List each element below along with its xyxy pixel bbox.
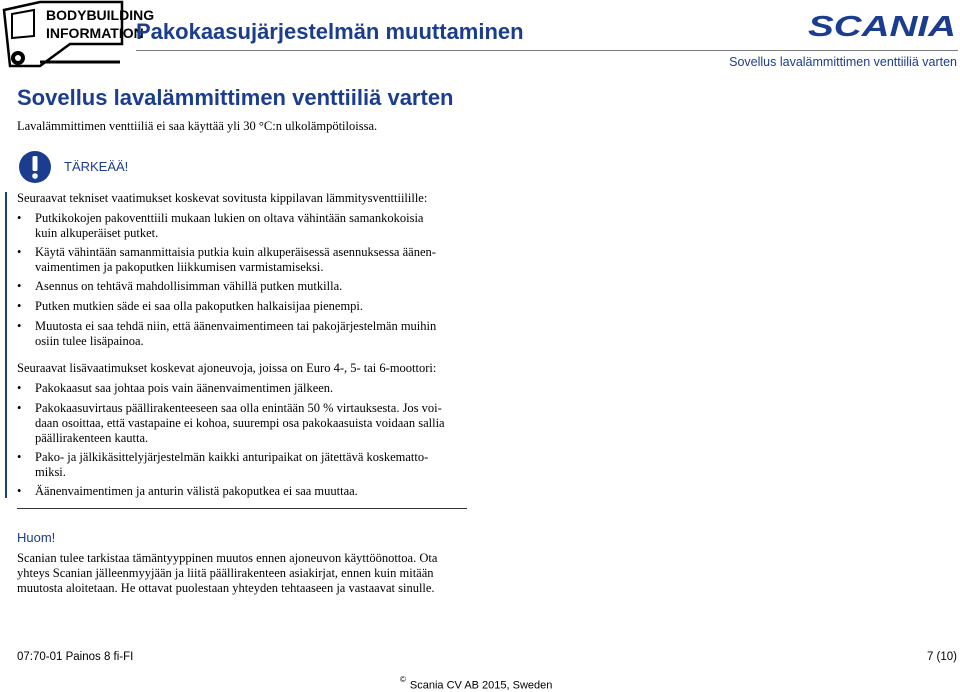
copyright: ©Scania CV AB 2015, Sweden [400, 675, 553, 692]
bodybuilding-information-logo [0, 0, 155, 72]
requirements-lead: Seuraavat tekniset vaatimukset koskevat sovitusta kippilavan lämmitysventtiilille: [17, 191, 428, 205]
bullet-dot: • [17, 381, 22, 395]
copyright-symbol: © [400, 675, 406, 684]
logo-text-top: BODYBUILDING [46, 7, 155, 23]
bullet-dot: • [17, 299, 22, 313]
page-header-title: Pakokaasujärjestelmän muuttaminen [136, 19, 524, 44]
logo-text-bottom: INFORMATION [46, 25, 144, 41]
header-divider [136, 50, 958, 51]
euro-requirements-lead: Seuraavat lisävaatimukset koskevat ajoneuvoja, joissa on Euro 4-, 5- tai 6-moottori: [17, 361, 437, 375]
bullet-dot: • [17, 484, 22, 498]
bullet-dot: • [17, 279, 22, 293]
bullet-dot: • [17, 245, 22, 259]
scania-logo [808, 11, 958, 43]
document-id: 07:70-01 Painos 8 fi-FI [17, 651, 134, 663]
intro-text: Lavalämmittimen venttiiliä ei saa käyttää yli 30 °C:n ulkolämpötiloissa. [17, 119, 378, 133]
change-bar [5, 192, 7, 498]
svg-text:SCANIA: SCANIA [808, 11, 956, 43]
bullet-dot: • [17, 211, 22, 225]
page-number: 7 (10) [926, 651, 957, 663]
note-label: Huom! [17, 530, 56, 545]
section-divider [17, 508, 467, 509]
important-label: TÄRKEÄÄ! [64, 159, 129, 174]
note-text: Scanian tulee tarkistaa tämäntyyppinen muutos ennen ajoneuvon käyttöönottoa. Ota yhteys Scanian jälleenmyyjään ja liitä päällirakenteen asiakirjat, ennen kuin mitään muutosta aloitetaan. He ottavat puolestaan yhteyden tehtaaseen ja vastaavat sinulle. [17, 551, 438, 595]
section-title: Sovellus lavalämmittimen venttiiliä varten [17, 85, 454, 110]
bullet-dot: • [17, 319, 22, 333]
bullet-dot: • [17, 401, 22, 415]
header-subtitle: Sovellus lavalämmittimen venttiiliä varten [729, 55, 957, 69]
bullet-dot: • [17, 450, 22, 464]
exclamation-warning-icon [17, 150, 53, 184]
